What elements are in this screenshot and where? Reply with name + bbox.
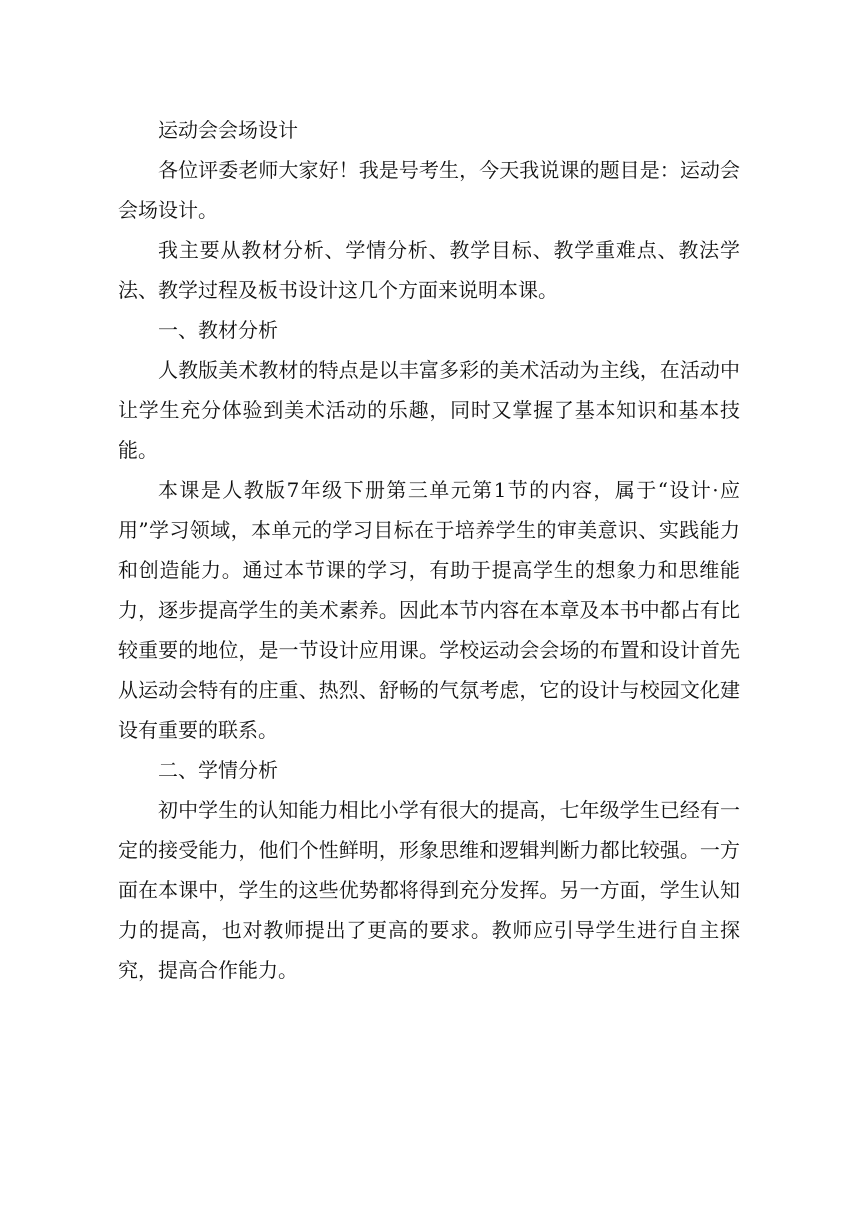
paragraph-greeting: 各位评委老师大家好！我是号考生，今天我说课的题目是：运动会会场设计。 <box>118 158 740 222</box>
document-page <box>118 110 740 990</box>
section-heading-textbook-analysis: 一、教材分析 <box>158 318 278 342</box>
paragraph-student-analysis: 初中学生的认知能力相比小学有很大的提高，七年级学生已经有一定的接受能力，他们个性鲜明，形象思维和逻辑判断力都比较强。一方面在本课中，学生的这些优势都将得到充分发挥。另一方面，学生认知力的提高，也对教师提出了更高的要求。教师应引导学生进行自主探究，提高合作能力。 <box>118 798 740 982</box>
document-title: 运动会会场设计 <box>158 118 298 142</box>
paragraph-lesson-position: 本课是人教版7年级下册第三单元第1节的内容，属于“设计·应用”学习领域，本单元的学习目标在于培养学生的审美意识、实践能力和创造能力。通过本节课的学习，有助于提高学生的想象力和思维能力，逐步提高学生的美术素养。因此本节内容在本章及本书中都占有比较重要的地位，是一节设计应用课。学校运动会会场的布置和设计首先从运动会特有的庄重、热烈、舒畅的气氛考虑，它的设计与校园文化建设有重要的联系。 <box>118 478 740 742</box>
paragraph-textbook-features: 人教版美术教材的特点是以丰富多彩的美术活动为主线，在活动中让学生充分体验到美术活动的乐趣，同时又掌握了基本知识和基本技能。 <box>118 358 740 462</box>
paragraph-overview: 我主要从教材分析、学情分析、教学目标、教学重难点、教法学法、教学过程及板书设计这几个方面来说明本课。 <box>118 238 740 302</box>
section-heading-student-analysis: 二、学情分析 <box>158 758 278 782</box>
